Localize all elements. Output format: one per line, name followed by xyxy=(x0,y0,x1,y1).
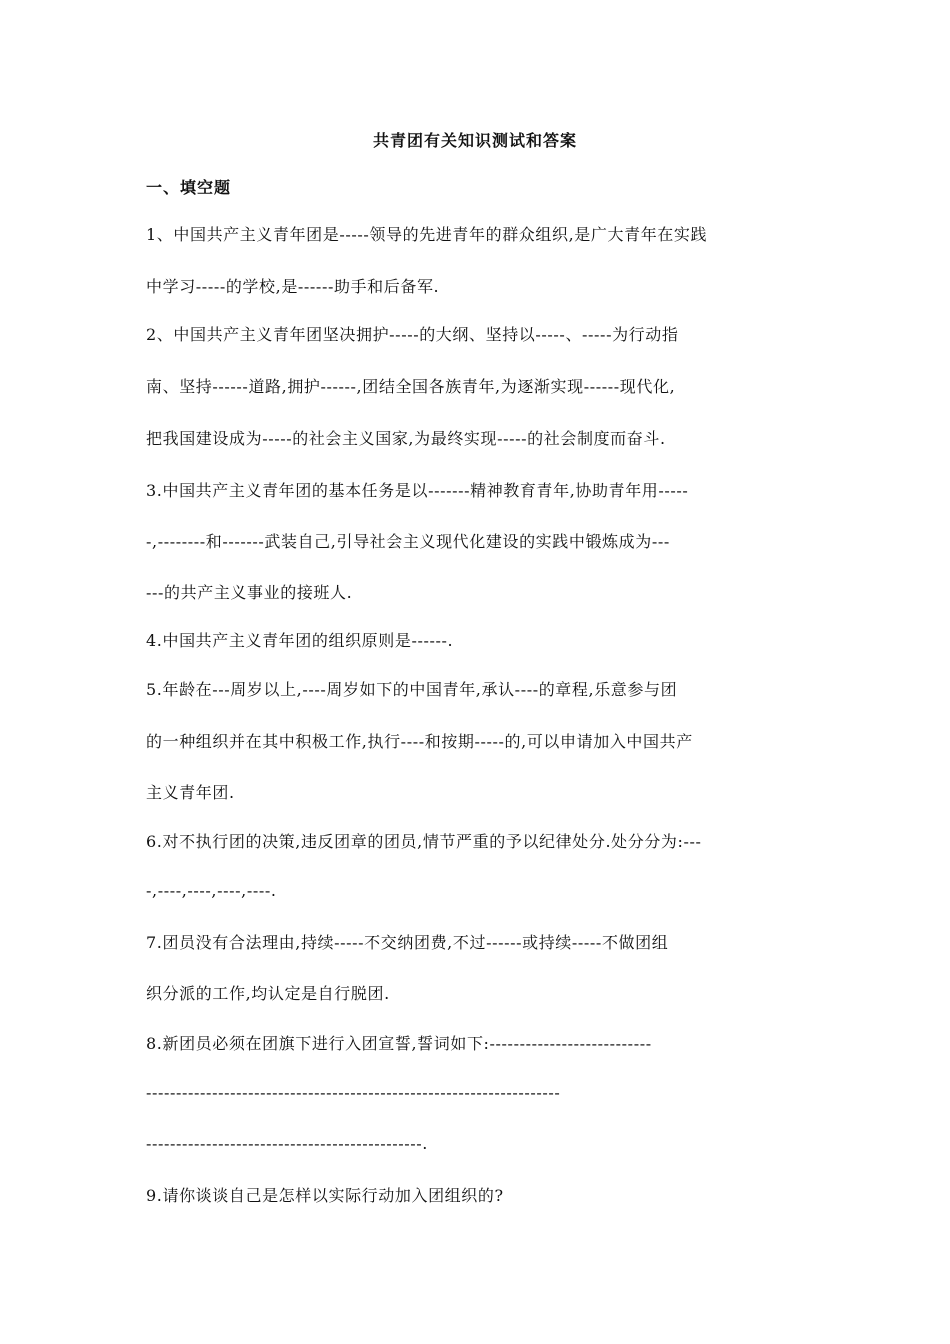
question-3-line-3: ---的共产主义事业的接班人. xyxy=(146,583,353,602)
question-8-line-1: 8.新团员必须在团旗下进行入团宣誓,誓词如下:--------------------------- xyxy=(146,1034,652,1053)
question-4-line-1: 4.中国共产主义青年团的组织原则是------. xyxy=(146,631,454,650)
question-3-line-2: -,--------和-------武装自己,引导社会主义现代化建设的实践中锻炼成为--- xyxy=(146,532,670,551)
question-7-line-2: 织分派的工作,均认定是自行脱团. xyxy=(146,984,390,1003)
section-heading: 一、填空题 xyxy=(146,178,232,197)
document-title: 共青团有关知识测试和答案 xyxy=(372,131,577,150)
question-2-line-1: 2、中国共产主义青年团坚决拥护-----的大纲、坚持以-----、-----为行动指 xyxy=(146,325,679,344)
question-8-line-2: --------------------------------------------------------------------- xyxy=(146,1083,561,1102)
question-2-line-3: 把我国建设成为-----的社会主义国家,为最终实现-----的社会制度而奋斗. xyxy=(146,429,666,448)
question-5-line-3: 主义青年团. xyxy=(146,783,235,802)
question-1-line-1: 1、中国共产主义青年团是-----领导的先进青年的群众组织,是广大青年在实践 xyxy=(146,225,708,244)
question-8-line-3: ----------------------------------------------. xyxy=(146,1134,428,1153)
question-7-line-1: 7.团员没有合法理由,持续-----不交纳团费,不过------或持续-----不做团组 xyxy=(146,933,669,952)
question-5-line-1: 5.年龄在---周岁以上,----周岁如下的中国青年,承认----的章程,乐意参与团 xyxy=(146,680,678,699)
question-5-line-2: 的一种组织并在其中积极工作,执行----和按期-----的,可以申请加入中国共产 xyxy=(146,732,693,751)
question-2-line-2: 南、坚持------道路,拥护------,团结全国各族青年,为逐渐实现------现代化, xyxy=(146,377,676,396)
question-6-line-2: -,----,----,----,----. xyxy=(146,881,277,900)
question-6-line-1: 6.对不执行团的决策,违反团章的团员,情节严重的予以纪律处分.处分分为:--- xyxy=(146,832,702,851)
question-9-line-1: 9.请你谈谈自己是怎样以实际行动加入团组织的? xyxy=(146,1186,504,1205)
question-1-line-2: 中学习-----的学校,是------助手和后备军. xyxy=(146,277,440,296)
question-3-line-1: 3.中国共产主义青年团的基本任务是以-------精神教育青年,协助青年用----- xyxy=(146,481,689,500)
